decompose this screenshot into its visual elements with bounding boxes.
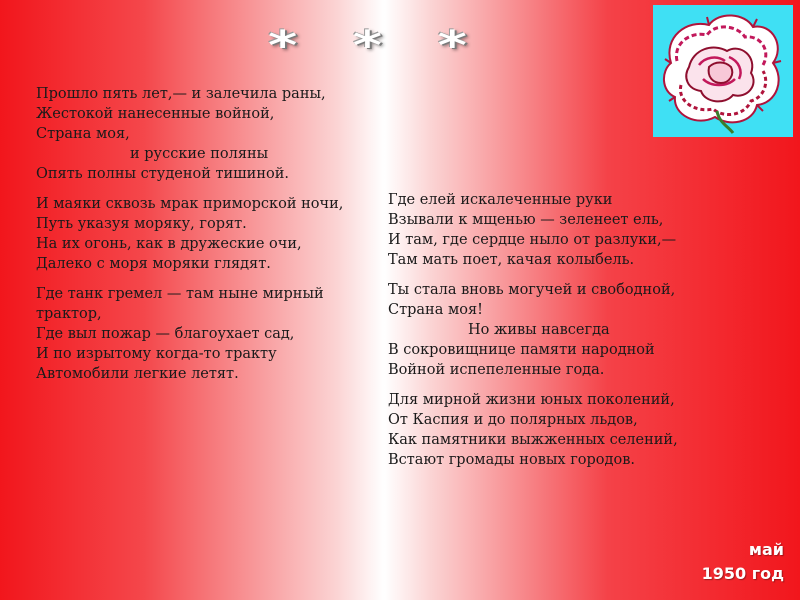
stanza-3 (36, 284, 386, 384)
stanza-5 (388, 280, 788, 380)
date-month: май (748, 540, 784, 559)
poem-line: На их огонь, как в дружеские очи, (36, 236, 302, 252)
poem-line: И там, где сердце ныло от разлуки,— (388, 232, 677, 248)
poem-line: Страна моя! (388, 302, 483, 318)
poem-line: Где танк гремел — там ныне мирный трактор, (36, 286, 324, 322)
date-signature (702, 538, 784, 586)
poem-right-column (388, 190, 788, 480)
stanza-6 (388, 390, 788, 470)
poem-line: Там мать поет, качая колыбель. (388, 252, 635, 268)
poem-line: Встают громады новых городов. (388, 452, 635, 468)
poem-line: Взывали к мщенью — зеленеет ель, (388, 212, 664, 228)
poem-line: Где елей искалеченные руки (388, 192, 613, 208)
poem-line: Где выл пожар — благоухает сад, (36, 326, 295, 342)
carnation-icon (653, 5, 793, 137)
stanza-1 (36, 84, 386, 184)
stars-heading: * * * (268, 22, 485, 69)
poem-line: Жестокой нанесенные войной, (36, 106, 275, 122)
poem-line: Автомобили легкие летят. (36, 366, 239, 382)
poem-line: От Каспия и до полярных льдов, (388, 412, 638, 428)
stanza-4 (388, 190, 788, 270)
poem-line: Опять полны студеной тишиной. (36, 166, 289, 182)
poem-line: Но живы навсегда (468, 322, 610, 338)
poem-line: В сокровищнице памяти народной (388, 342, 655, 358)
poem-line: И маяки сквозь мрак приморской ночи, (36, 196, 344, 212)
poem-line: Страна моя, (36, 126, 130, 142)
poem-line: Далеко с моря моряки глядят. (36, 256, 271, 272)
poem-line: И по изрытому когда-то тракту (36, 346, 277, 362)
carnation-image (653, 5, 793, 137)
poem-line: Путь указуя моряку, горят. (36, 216, 247, 232)
poem-line: Как памятники выжженных селений, (388, 432, 678, 448)
poem-line: Ты стала вновь могучей и свободной, (388, 282, 676, 298)
poem-left-column (36, 84, 386, 394)
poem-line: и русские поляны (130, 146, 269, 162)
stanza-2 (36, 194, 386, 274)
poem-line: Для мирной жизни юных поколений, (388, 392, 675, 408)
poem-line: Войной испепеленные года. (388, 362, 605, 378)
date-year: 1950 год (701, 564, 784, 583)
poem-line: Прошло пять лет,— и залечила раны, (36, 86, 326, 102)
